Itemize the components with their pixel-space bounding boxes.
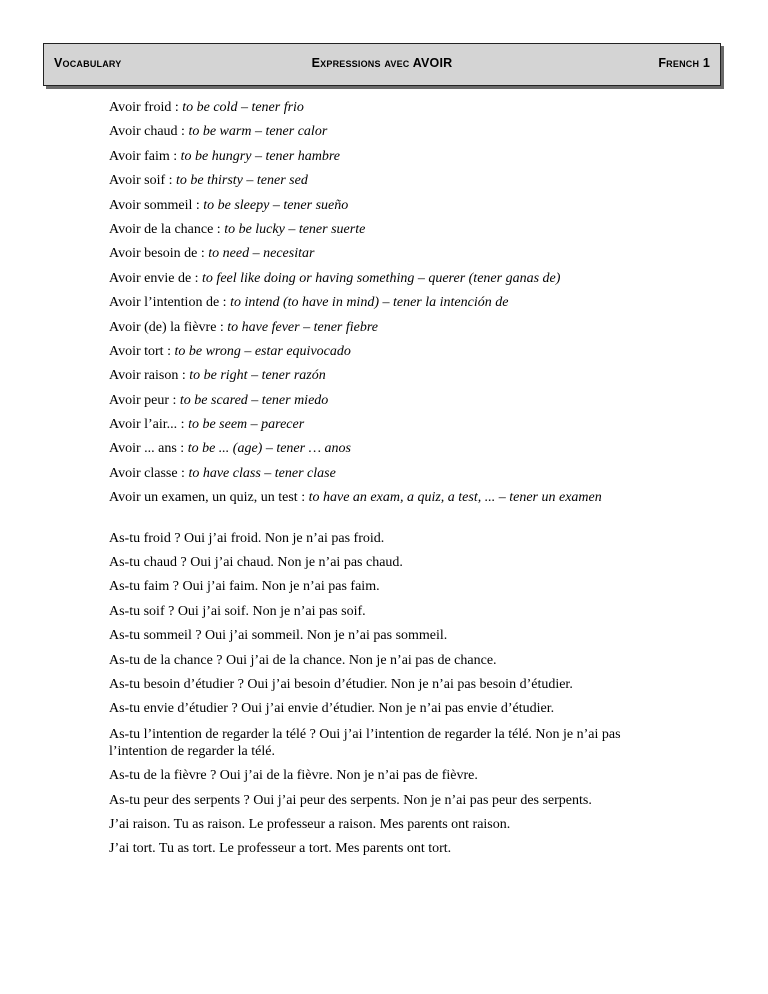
- example-sentence: As-tu froid ? Oui j’ai froid. Non je n’ai pas froid.: [109, 530, 385, 546]
- expression-translation: to feel like doing or having something – querer (tener ganas de): [202, 270, 561, 286]
- expression-item: [109, 124, 679, 140]
- expression-item: [109, 368, 679, 384]
- expression-french: Avoir l’intention de :: [109, 295, 231, 311]
- expression-translation: to be right – tener razón: [189, 368, 326, 384]
- expression-translation: to be ... (age) – tener … anos: [187, 441, 351, 457]
- example-sentence: As-tu de la fièvre ? Oui j’ai de la fièvre. Non je n’ai pas de fièvre.: [109, 768, 478, 784]
- expression-item: [109, 173, 679, 189]
- expression-item: [109, 222, 679, 238]
- expression-french: Avoir (de) la fièvre :: [109, 319, 228, 335]
- expression-french: Avoir chaud :: [109, 124, 189, 140]
- expression-item: [109, 295, 679, 311]
- expression-french: Avoir froid :: [109, 100, 183, 115]
- expression-french: Avoir envie de :: [109, 270, 203, 286]
- header-course-label: French 1: [658, 56, 710, 70]
- header-title: Expressions avec AVOIR: [311, 56, 453, 70]
- expression-item: [109, 149, 679, 165]
- expression-french: Avoir tort :: [109, 343, 175, 359]
- expression-item: [109, 344, 679, 360]
- worksheet-content: [109, 100, 679, 866]
- expression-french: Avoir classe :: [109, 465, 189, 481]
- example-sentence: J’ai tort. Tu as tort. Le professeur a tort. Mes parents ont tort.: [109, 841, 452, 857]
- expression-translation: to be seem – parecer: [188, 417, 305, 433]
- expression-item: [109, 417, 679, 433]
- expression-french: Avoir raison :: [109, 368, 190, 384]
- expression-french: Avoir besoin de :: [109, 246, 209, 262]
- expression-translation: to be sleepy – tener sueño: [203, 197, 349, 213]
- expression-translation: to be lucky – tener suerte: [224, 221, 366, 237]
- section-gap: [109, 515, 679, 531]
- example-sentence: As-tu envie d’étudier ? Oui j’ai envie d’étudier. Non je n’ai pas envie d’étudier.: [109, 701, 555, 717]
- expression-item: [109, 490, 679, 506]
- expression-list: [109, 100, 679, 506]
- expression-item: [109, 246, 679, 262]
- expression-french: Avoir peur :: [109, 392, 180, 408]
- example-sentence: J’ai raison. Tu as raison. Le professeur a raison. Mes parents ont raison.: [109, 816, 511, 832]
- expression-translation: to intend (to have in mind) – tener la intención de: [230, 295, 509, 311]
- expression-item: [109, 466, 679, 482]
- expression-translation: to be wrong – estar equivocado: [174, 343, 351, 359]
- expression-translation: to have fever – tener fiebre: [227, 319, 378, 335]
- expression-french: Avoir ... ans :: [109, 441, 188, 457]
- header-section-label: Vocabulary: [54, 56, 122, 70]
- example-list: [109, 531, 679, 858]
- expression-item: [109, 320, 679, 336]
- expression-translation: to have an exam, a quiz, a test, ... – tener un examen: [308, 490, 602, 506]
- expression-item: [109, 271, 679, 287]
- expression-item: [109, 198, 679, 214]
- header-bar: [43, 43, 721, 86]
- example-sentence: As-tu l’intention de regarder la télé ? Oui j’ai l’intention de regarder la télé. Non je n’ai pas l’intention de regarder la télé.: [109, 726, 621, 759]
- expression-french: Avoir soif :: [109, 173, 177, 189]
- example-sentence: As-tu de la chance ? Oui j’ai de la chance. Non je n’ai pas de chance.: [109, 652, 497, 668]
- expression-french: Avoir sommeil :: [109, 197, 204, 213]
- expression-translation: to be warm – tener calor: [188, 124, 328, 140]
- expression-french: Avoir de la chance :: [109, 221, 225, 237]
- expression-item: [109, 100, 679, 116]
- expression-translation: to have class – tener clase: [188, 465, 336, 481]
- expression-translation: to be scared – tener miedo: [179, 392, 329, 408]
- expression-french: Avoir faim :: [109, 148, 181, 164]
- expression-translation: to need – necesitar: [208, 246, 315, 262]
- expression-translation: to be thirsty – tener sed: [176, 173, 308, 189]
- example-sentence: As-tu soif ? Oui j’ai soif. Non je n’ai pas soif.: [109, 603, 366, 619]
- expression-french: Avoir l’air... :: [109, 417, 189, 433]
- example-sentence: As-tu chaud ? Oui j’ai chaud. Non je n’ai pas chaud.: [109, 555, 403, 571]
- example-sentence: As-tu besoin d’étudier ? Oui j’ai besoin d’étudier. Non je n’ai pas besoin d’étudier.: [109, 676, 573, 692]
- expression-translation: to be hungry – tener hambre: [180, 148, 340, 164]
- example-sentence: As-tu peur des serpents ? Oui j’ai peur des serpents. Non je n’ai pas peur des serpents.: [109, 792, 592, 808]
- expression-french: Avoir un examen, un quiz, un test :: [109, 490, 309, 506]
- example-sentence: As-tu sommeil ? Oui j’ai sommeil. Non je n’ai pas sommeil.: [109, 628, 448, 644]
- expression-item: [109, 393, 679, 409]
- example-sentence: As-tu faim ? Oui j’ai faim. Non je n’ai pas faim.: [109, 579, 380, 595]
- expression-translation: to be cold – tener frio: [182, 100, 304, 115]
- expression-item: [109, 441, 679, 457]
